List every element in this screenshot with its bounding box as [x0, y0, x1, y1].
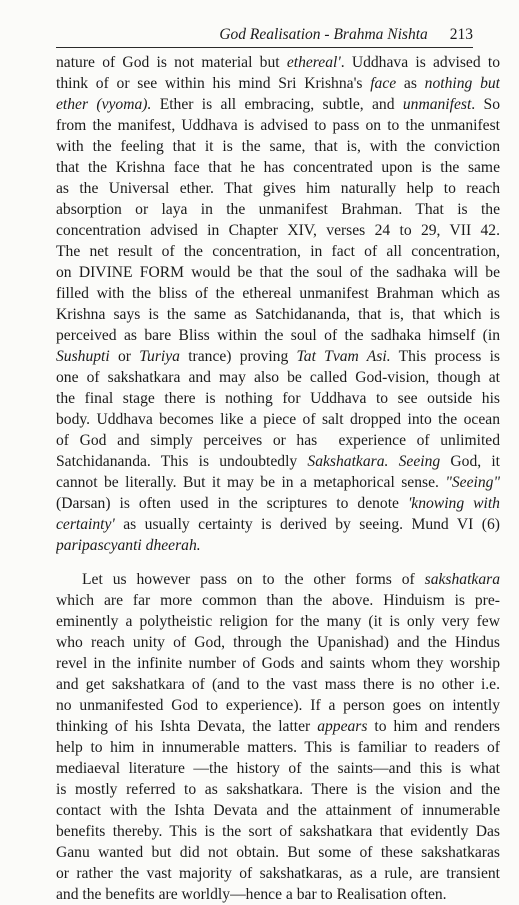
text-line: concentration advised in Chapter XIV, verses 24 to 29, VII 42.	[56, 222, 500, 239]
text-line: Krishna says is the same as Satchidananda, that is, that which is	[56, 306, 500, 323]
page-number: 213	[449, 26, 473, 43]
text-line: think of or see within his mind Sri Krishna's face as nothing but	[56, 75, 500, 92]
text-line: on DIVINE FORM would be that the soul of the sadhaka will be	[56, 264, 500, 281]
text-line: cannot be literally. But it may be in a metaphorical sense. "Seeing"	[56, 474, 500, 491]
text-line: The net result of the concentration, in fact of all concentration,	[56, 243, 500, 260]
text-line: nature of God is not material but ethereal'. Uddhava is advised to	[56, 54, 500, 71]
text-line: ether (vyoma). Ether is all embracing, subtle, and unmanifest. So	[56, 96, 500, 113]
text-line: and get sakshatkara of (and to the vast mass there is no other i.e.	[56, 676, 500, 693]
text-line: eminently a polytheistic religion for the many (it is only very few	[56, 613, 500, 630]
text-line: one of sakshatkara and may also be called God-vision, though at	[56, 369, 500, 386]
text-line: filled with the bliss of the ethereal unmanifest Brahman which as	[56, 285, 500, 302]
paragraph	[56, 569, 500, 905]
text-line: paripascyanti dheerah.	[56, 537, 201, 554]
text-line: or rather the vast majority of sakshatkaras, as a rule, are transient	[56, 865, 500, 882]
text-line: revel in the infinite number of Gods and saints whom they worship	[56, 655, 500, 672]
text-line: that the Krishna face that he has concentrated upon is the same	[56, 159, 500, 176]
body-text	[56, 52, 500, 905]
text-line: perceived as bare Bliss within the soul of the sadhaka himself (in	[56, 327, 500, 344]
text-line: Let us however pass on to the other forms of sakshatkara	[82, 571, 500, 588]
text-line: help to him in innumerable matters. This is familiar to readers of	[56, 739, 500, 756]
text-line: benefits thereby. This is the sort of sakshatkara that evidently Das	[56, 823, 500, 840]
text-line: body. Uddhava becomes like a piece of salt dropped into the ocean	[56, 411, 500, 428]
text-line: the final stage there is nothing for Uddhava to see outside his	[56, 390, 500, 407]
text-line: (Darsan) is often used in the scriptures to denote 'knowing with	[56, 495, 500, 512]
text-line: Sushupti or Turiya trance) proving Tat Tvam Asi. This process is	[56, 348, 500, 365]
text-line: contact with the Ishta Devata and the attainment of innumerable	[56, 802, 500, 819]
text-line: and the benefits are worldly—hence a bar to Realisation often.	[56, 886, 447, 903]
text-line: no unmanifested God to experience). If a person goes on intently	[56, 697, 500, 714]
text-line: Ganu wanted but did not obtain. But some of these sakshatkaras	[56, 844, 500, 861]
text-line: thinking of his Ishta Devata, the latter appears to him and renders	[56, 718, 500, 735]
text-line: absorption or laya in the unmanifest Brahman. That is the	[56, 201, 500, 218]
text-line: who reach unity of God, through the Upanishad) and the Hindus	[56, 634, 500, 651]
running-title: God Realisation - Brahma Nishta	[219, 26, 428, 43]
text-line: mediaeval literature —the history of the saints—and this is what	[56, 760, 500, 777]
text-line: with the feeling that it is the same, that is, with the conviction	[56, 138, 500, 155]
text-line: Satchidananda. This is undoubtedly Sakshatkara. Seeing God, it	[56, 453, 500, 470]
text-line: is mostly referred to as sakshatkara. There is the vision and the	[56, 781, 500, 798]
running-header	[56, 20, 473, 48]
text-line: as the Universal ether. That gives him naturally help to reach	[56, 180, 500, 197]
text-line: certainty' as usually certainty is derived by seeing. Mund VI (6)	[56, 516, 500, 533]
text-line: from the manifest, Uddhava is advised to pass on to the unmanifest	[56, 117, 500, 134]
text-line: of God and simply perceives or has experience of unlimited	[56, 432, 500, 449]
text-line: which are far more common than the above. Hinduism is pre-	[56, 592, 500, 609]
paragraph	[56, 52, 500, 556]
